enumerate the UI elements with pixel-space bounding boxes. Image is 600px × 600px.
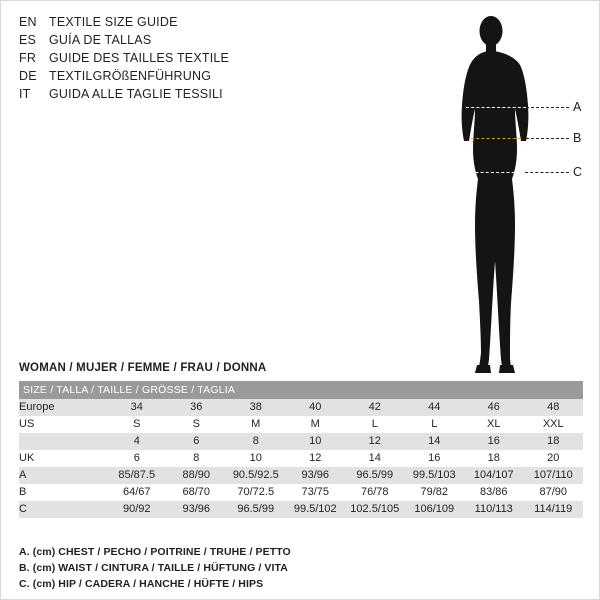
table-cell: 88/90 [167,467,227,484]
table-cell: 68/70 [167,484,227,501]
table-cell: 40 [286,399,346,416]
language-title: TEXTILE SIZE GUIDE [49,15,178,29]
table-cell: 6 [167,433,227,450]
table-cell: 34 [107,399,167,416]
table-cell: 99.5/102 [286,501,346,518]
table-cell: XXL [524,416,584,433]
table-cell: 79/82 [405,484,465,501]
table-cell: 76/78 [345,484,405,501]
table-cell: 20 [524,450,584,467]
measure-label-b: B [573,131,582,145]
table-cell: 85/87.5 [107,467,167,484]
measurement-legend [19,544,579,592]
figure-diagram [421,9,591,379]
table-cell: 18 [464,450,524,467]
table-row [19,467,583,484]
language-row [19,51,319,69]
measure-line-c-extension [525,172,569,173]
table-header-label: SIZE / TALLA / TAILLE / GRÖSSE / TAGLIA [19,381,583,399]
table-cell: 87/90 [524,484,584,501]
table-cell: 16 [464,433,524,450]
table-cell: 107/110 [524,467,584,484]
table-cell: L [405,416,465,433]
table-row [19,416,583,433]
row-label: B [19,484,107,501]
size-table-wrap [19,381,583,518]
table-cell: 48 [524,399,584,416]
table-cell: M [286,416,346,433]
table-cell: 70/72.5 [226,484,286,501]
language-code: ES [19,33,37,47]
table-cell: 83/86 [464,484,524,501]
section-label: WOMAN / MUJER / FEMME / FRAU / DONNA [19,362,267,374]
table-cell: 12 [286,450,346,467]
table-cell: 14 [345,450,405,467]
table-cell: 93/96 [286,467,346,484]
table-cell: 44 [405,399,465,416]
language-title: GUIDE DES TAILLES TEXTILE [49,51,230,65]
table-cell: 102.5/105 [345,501,405,518]
table-cell: 110/113 [464,501,524,518]
measure-label-c: C [573,165,583,179]
table-row [19,433,583,450]
language-code: FR [19,51,37,65]
table-cell: 36 [167,399,227,416]
language-row [19,15,319,33]
legend-line-c: C. (cm) HIP / CADERA / HANCHE / HÜFTE / HIPS [19,578,264,590]
language-row [19,69,319,87]
row-label: A [19,467,107,484]
measure-line-a-extension [526,107,569,108]
table-header-row [19,381,583,399]
row-label: C [19,501,107,518]
table-cell: 38 [226,399,286,416]
language-code: EN [19,15,37,29]
table-cell: 114/119 [524,501,584,518]
table-cell: 99.5/103 [405,467,465,484]
table-cell: 106/109 [405,501,465,518]
language-code: IT [19,87,31,101]
language-title: GUIDA ALLE TAGLIE TESSILI [49,87,223,101]
table-row [19,484,583,501]
table-cell: S [107,416,167,433]
legend-line-b: B. (cm) WAIST / CINTURA / TAILLE / HÜFTUNG / VITA [19,562,288,574]
table-cell: 46 [464,399,524,416]
table-cell: 96.5/99 [345,467,405,484]
language-row [19,33,319,51]
table-cell: 10 [286,433,346,450]
table-cell: 16 [405,450,465,467]
table-cell: 90/92 [107,501,167,518]
table-cell: 73/75 [286,484,346,501]
language-title: GUÍA DE TALLAS [49,33,152,47]
row-label: Europe [19,399,107,416]
table-cell: 104/107 [464,467,524,484]
table-cell: 93/96 [167,501,227,518]
table-cell: 8 [226,433,286,450]
table-cell: 18 [524,433,584,450]
measure-line-b [471,138,521,139]
table-cell: 12 [345,433,405,450]
table-cell: S [167,416,227,433]
row-label: US [19,416,107,433]
table-cell: 96.5/99 [226,501,286,518]
language-title-list [19,15,319,105]
size-table [19,381,583,518]
measure-label-a: A [573,100,582,114]
legend-line-a: A. (cm) CHEST / PECHO / POITRINE / TRUHE / PETTO [19,546,291,558]
table-row [19,501,583,518]
row-label [19,433,107,450]
table-cell: M [226,416,286,433]
measure-line-b-extension [521,138,569,139]
table-cell: XL [464,416,524,433]
measure-line-a [466,107,526,108]
language-code: DE [19,69,37,83]
language-row [19,87,319,105]
table-cell: 10 [226,450,286,467]
table-cell: 6 [107,450,167,467]
table-cell: 90.5/92.5 [226,467,286,484]
table-row [19,450,583,467]
table-cell: 14 [405,433,465,450]
table-cell: 8 [167,450,227,467]
table-cell: 64/67 [107,484,167,501]
table-cell: L [345,416,405,433]
table-cell: 4 [107,433,167,450]
table-cell: 42 [345,399,405,416]
row-label: UK [19,450,107,467]
measure-line-c [465,172,525,173]
female-silhouette-icon [431,9,551,379]
table-row [19,399,583,416]
language-title: TEXTILGRÖßENFÜHRUNG [49,69,212,83]
